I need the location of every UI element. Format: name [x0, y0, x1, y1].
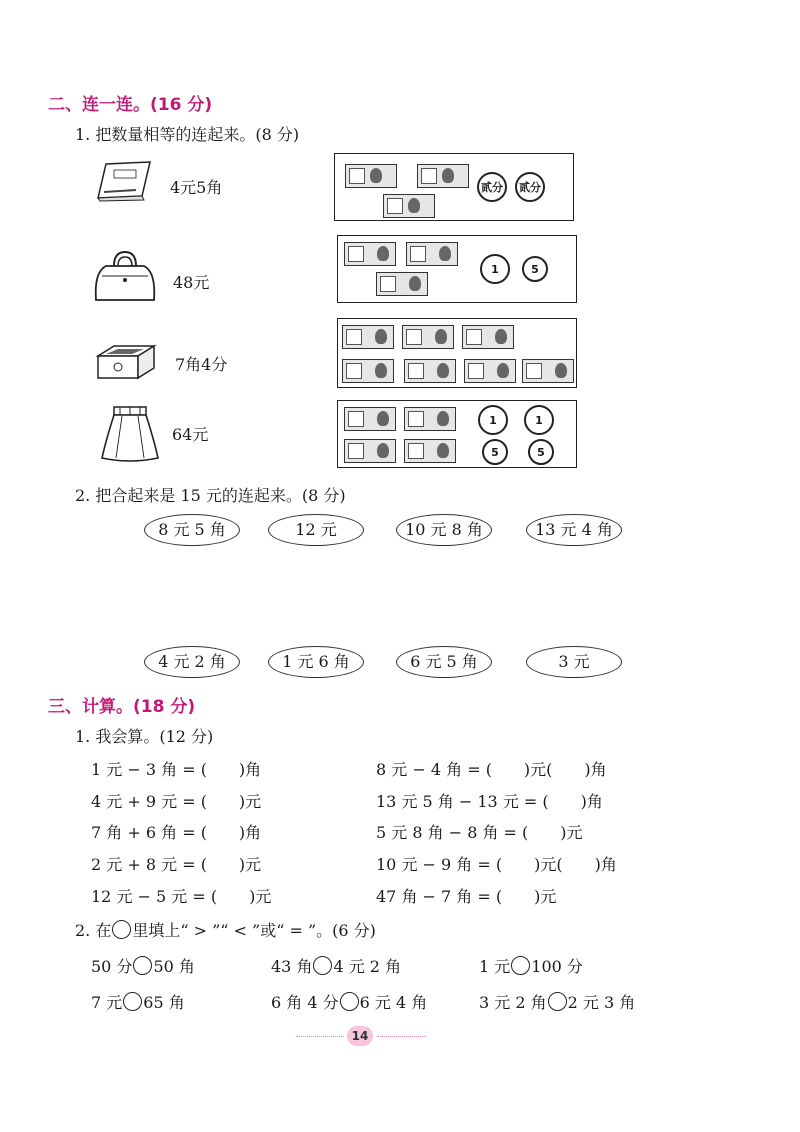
coin-5-jiao: 5 [528, 439, 554, 465]
money-group-3[interactable] [337, 318, 577, 388]
compare-item[interactable]: 7 元 65 角 [91, 993, 185, 1012]
money-group-4[interactable] [337, 400, 577, 468]
calc-item[interactable]: 13 元 5 角 − 13 元 = ( )角 [376, 792, 603, 811]
calc-item[interactable]: 2 元 + 8 元 = ( )元 [91, 855, 262, 874]
banknote [342, 325, 394, 349]
page-number: 14 [347, 1026, 373, 1046]
object-price-label: 64元 [172, 425, 209, 444]
object-price-label: 4元5角 [170, 178, 223, 197]
compare-item[interactable]: 43 角 4 元 2 角 [271, 957, 402, 976]
banknote [404, 439, 456, 463]
money-group-1[interactable] [334, 153, 574, 221]
banknote [404, 407, 456, 431]
calc-item[interactable]: 8 元 − 4 角 = ( )元( )角 [376, 760, 607, 779]
compare-item[interactable]: 1 元 100 分 [479, 957, 583, 976]
answer-circle[interactable] [313, 956, 332, 975]
top-amount-oval[interactable]: 10 元 8 角 [396, 514, 492, 546]
section-3-question-2 [75, 918, 376, 941]
calc-item[interactable]: 7 角 + 6 角 = ( )角 [91, 823, 262, 842]
question-prefix: 2. 在 [75, 921, 112, 940]
coin-1-yuan: 1 [480, 254, 510, 284]
page-number-rule [296, 1036, 344, 1037]
banknote [344, 439, 396, 463]
section-3-question-1: 1. 我会算。(12 分) [75, 727, 214, 746]
section-2-question-2: 2. 把合起来是 15 元的连起来。(8 分) [75, 486, 346, 505]
banknote [402, 325, 454, 349]
answer-circle[interactable] [340, 992, 359, 1011]
skirt-illustration [100, 404, 160, 464]
coin-2-fen: 贰分 [515, 172, 545, 202]
top-amount-oval[interactable]: 8 元 5 角 [144, 514, 240, 546]
answer-circle[interactable] [123, 992, 142, 1011]
book-illustration [92, 158, 152, 202]
banknote [383, 194, 435, 218]
calc-item[interactable]: 10 元 − 9 角 = ( )元( )角 [376, 855, 617, 874]
bottom-amount-oval[interactable]: 4 元 2 角 [144, 646, 240, 678]
answer-circle[interactable] [133, 956, 152, 975]
calc-item[interactable]: 47 角 − 7 角 = ( )元 [376, 887, 557, 906]
banknote [417, 164, 469, 188]
banknote [344, 242, 396, 266]
object-price-label: 7角4分 [175, 355, 228, 374]
section-2-title: 二、连一连。(16 分) [48, 95, 213, 115]
compare-item[interactable]: 50 分 50 角 [91, 957, 195, 976]
banknote [344, 407, 396, 431]
banknote [462, 325, 514, 349]
bag-illustration [92, 250, 158, 306]
coin-2-fen: 贰分 [477, 172, 507, 202]
bottom-amount-oval[interactable]: 6 元 5 角 [396, 646, 492, 678]
coin-1-yuan: 1 [478, 405, 508, 435]
banknote [345, 164, 397, 188]
calc-item[interactable]: 12 元 − 5 元 = ( )元 [91, 887, 272, 906]
banknote [522, 359, 574, 383]
pencil-box-illustration [94, 340, 158, 382]
banknote [376, 272, 428, 296]
compare-item[interactable]: 3 元 2 角 2 元 3 角 [479, 993, 636, 1012]
page-number-rule [377, 1036, 425, 1037]
section-2-question-1: 1. 把数量相等的连起来。(8 分) [75, 125, 300, 144]
bottom-amount-oval[interactable]: 3 元 [526, 646, 622, 678]
compare-item[interactable]: 6 角 4 分 6 元 4 角 [271, 993, 428, 1012]
question-suffix: 里填上“ > ”“ < ”或“ = ”。(6 分) [132, 921, 376, 940]
coin-5-jiao: 5 [482, 439, 508, 465]
money-group-2[interactable] [337, 235, 577, 303]
object-price-label: 48元 [173, 273, 210, 292]
top-amount-oval[interactable]: 12 元 [268, 514, 364, 546]
banknote [404, 359, 456, 383]
answer-circle[interactable] [548, 992, 567, 1011]
bottom-amount-oval[interactable]: 1 元 6 角 [268, 646, 364, 678]
calc-item[interactable]: 4 元 + 9 元 = ( )元 [91, 792, 262, 811]
circle-icon [112, 920, 131, 939]
calc-item[interactable]: 1 元 − 3 角 = ( )角 [91, 760, 262, 779]
banknote [464, 359, 516, 383]
banknote [342, 359, 394, 383]
coin-5-jiao: 5 [522, 256, 548, 282]
answer-circle[interactable] [511, 956, 530, 975]
calc-item[interactable]: 5 元 8 角 − 8 角 = ( )元 [376, 823, 583, 842]
section-3-title: 三、计算。(18 分) [48, 697, 196, 717]
coin-1-yuan: 1 [524, 405, 554, 435]
banknote [406, 242, 458, 266]
top-amount-oval[interactable]: 13 元 4 角 [526, 514, 622, 546]
